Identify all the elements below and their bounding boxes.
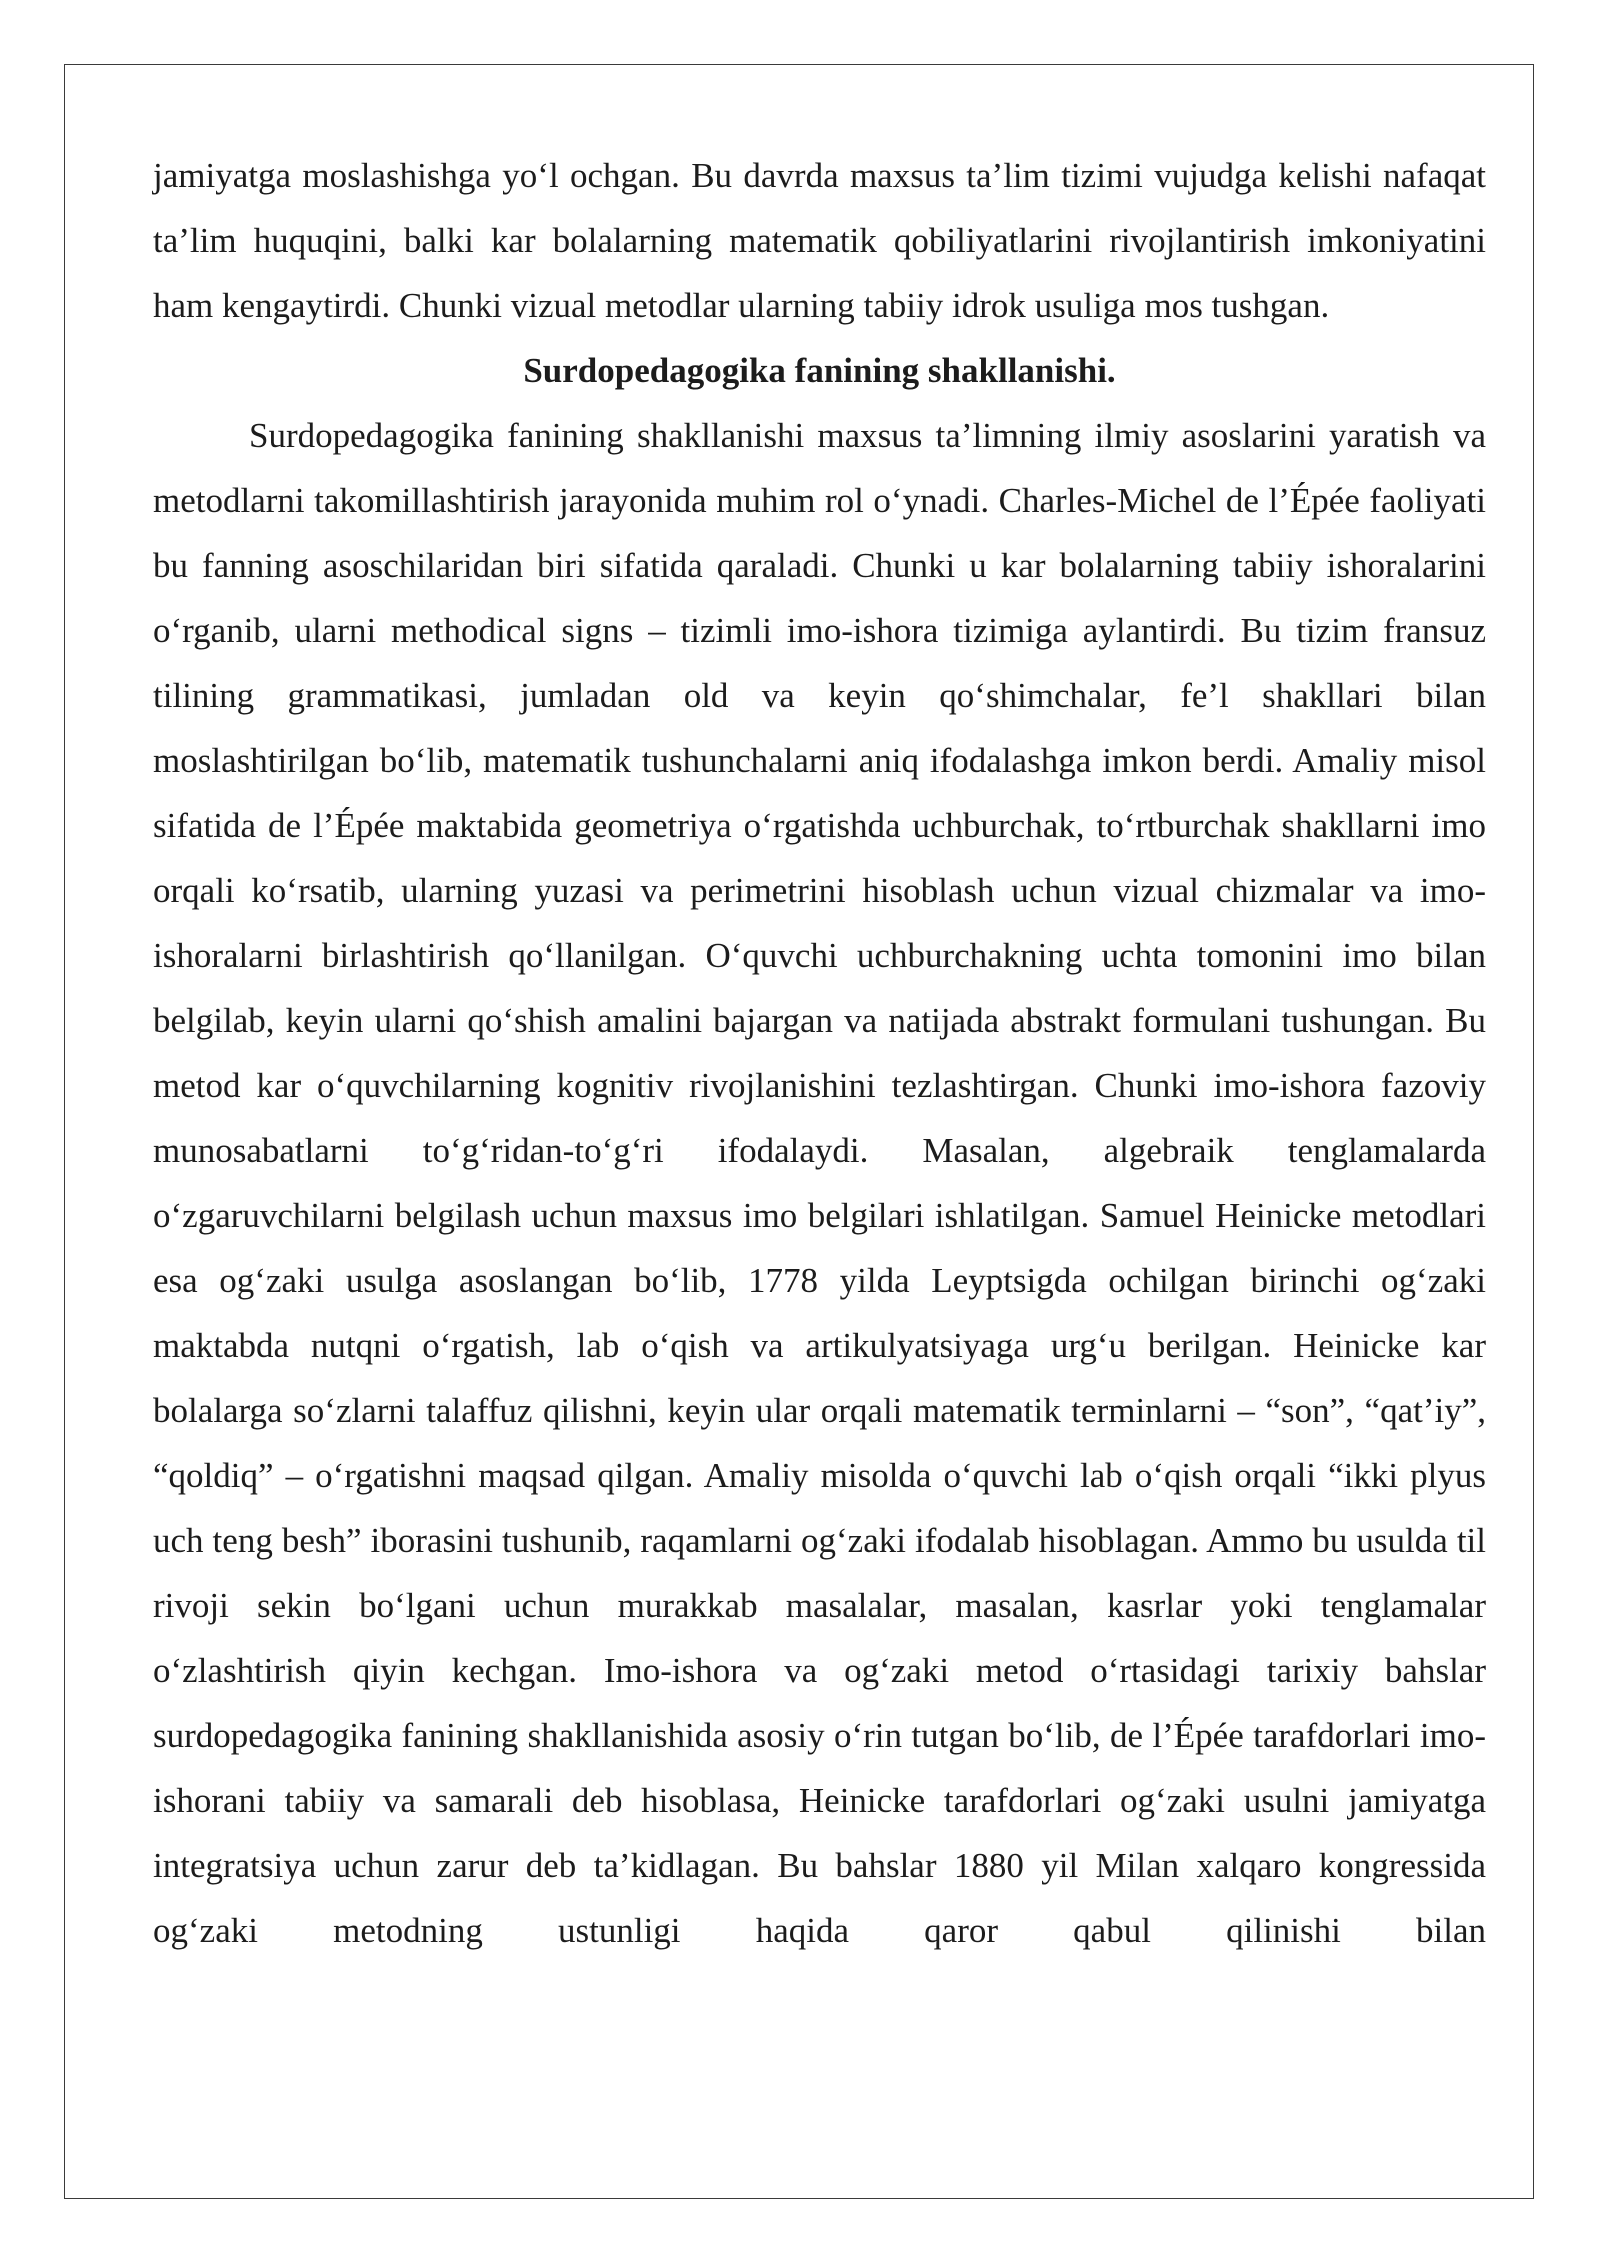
section-heading: Surdopedagogika fanining shakllanishi.: [523, 351, 1116, 390]
intro-paragraph: jamiyatga moslashishga yo‘l ochgan. Bu davrda maxsus ta’lim tizimi vujudga kelishi nafaqat ta’lim huquqini, balki kar bolalarning matematik qobiliyatlarini rivojlantirish imkoniyatini ham kengaytirdi. Chunki vizual metodlar ularning tabiiy idrok usuliga mos tushgan.: [153, 156, 1486, 325]
body-paragraph: Surdopedagogika fanining shakllanishi maxsus ta’limning ilmiy asoslarini yaratish va metodlarni takomillashtirish jarayonida muhim rol o‘ynadi. Charles-Michel de l’Épée faoliyati bu fanning asoschilaridan biri sifatida qaraladi. Chunki u kar bolalarning tabiiy ishoralarini o‘rganib, ularni methodical signs – tizimli imo-ishora tizimiga aylantirdi. Bu tizim fransuz tilining grammatikasi, jumladan old va keyin qo‘shimchalar, fe’l shakllari bilan moslashtirilgan bo‘lib, matematik tushunchalarni aniq ifodalashga imkon berdi. Amaliy misol sifatida de l’Épée maktabida geometriya o‘rgatishda uchburchak, to‘rtburchak shakllarni imo orqali ko‘rsatib, ularning yuzasi va perimetrini hisoblash uchun vizual chizmalar va imo-ishoralarni birlashtirish qo‘llanilgan. O‘quvchi uchburchakning uchta tomonini imo bilan belgilab, keyin ularni qo‘shish amalini bajargan va natijada abstrakt formulani tushungan. Bu metod kar o‘quvchilarning kognitiv rivojlanishini tezlashtirgan. Chunki imo-ishora fazoviy munosabatlarni to‘g‘ridan-to‘g‘ri ifodalaydi. Masalan, algebraik tenglamalarda o‘zgaruvchilarni belgilash uchun maxsus imo belgilari ishlatilgan. Samuel Heinicke metodlari esa og‘zaki usulga asoslangan bo‘lib, 1778 yilda Leyptsigda ochilgan birinchi og‘zaki maktabda nutqni o‘rgatish, lab o‘qish va artikulyatsiyaga urg‘u berilgan. Heinicke kar bolalarga so‘zlarni talaffuz qilishni, keyin ular orqali matematik terminlarni – “son”, “qat’iy”, “qoldiq” – o‘rgatishni maqsad qilgan. Amaliy misolda o‘quvchi lab o‘qish orqali “ikki plyus uch teng besh” iborasini tushunib, raqamlarni og‘zaki ifodalab hisoblagan. Ammo bu usulda til rivoji sekin bo‘lgani uchun murakkab masalalar, masalan, kasrlar yoki tenglamalar o‘zlashtirish qiyin kechgan. Imo-ishora va og‘zaki metod o‘rtasidagi tarixiy bahslar surdopedagogika fanining shakllanishida asosiy o‘rin tutgan bo‘lib, de l’Épée tarafdorlari imo-ishorani tabiiy va samarali deb hisoblasa, Heinicke tarafdorlari og‘zaki usulni jamiyatga integratsiya uchun zarur deb ta’kidlagan. Bu bahslar 1880 yil Milan xalqaro kongressida og‘zaki metodning ustunligi haqida qaror qabul qilinishi bilan: [153, 416, 1486, 1950]
document-body: [153, 143, 1486, 1963]
